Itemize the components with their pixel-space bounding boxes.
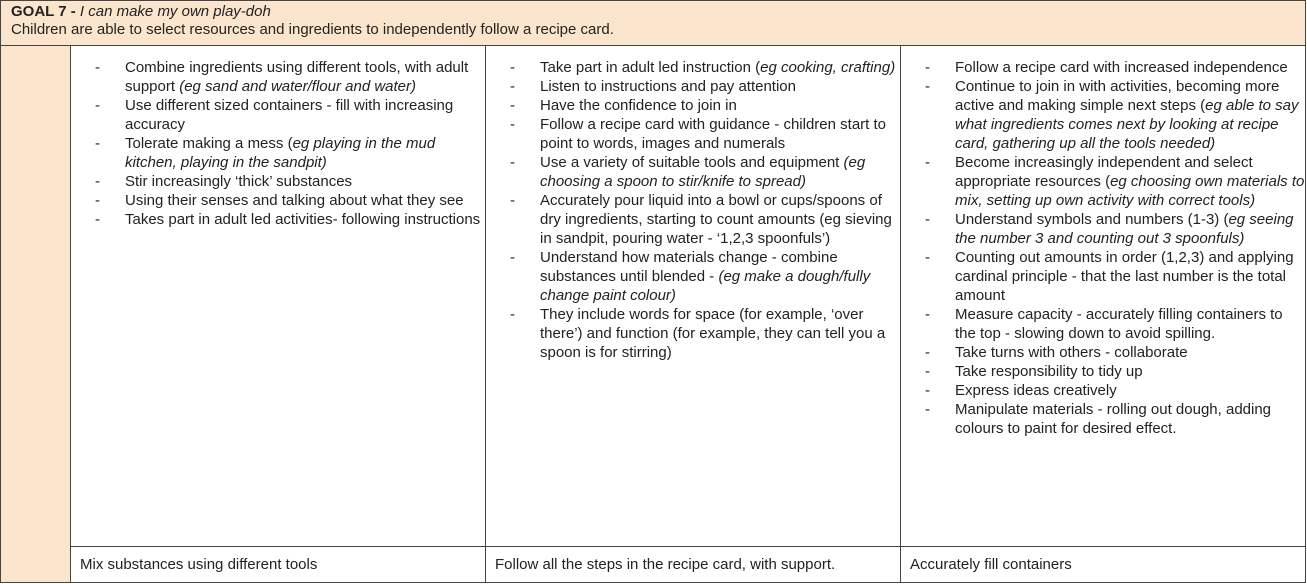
list-item: [71, 96, 485, 134]
list-item: [901, 248, 1305, 305]
outcome-cell-2: Follow all the steps in the recipe card, with support.: [486, 547, 901, 582]
list-item: [486, 191, 900, 248]
goal-heading: [11, 3, 1295, 21]
goal-description: Children are able to select resources and ingredients to independently follow a recipe card.: [11, 21, 614, 38]
item-text: Follow a recipe card with increased independence: [955, 59, 1288, 76]
list-item: [71, 58, 485, 96]
list-item: [71, 191, 485, 210]
list-item: [901, 381, 1305, 400]
list-item: [486, 77, 900, 96]
item-text: Follow a recipe card with guidance - children start to point to words, images and numerals: [540, 116, 886, 152]
stage-3-list: [901, 58, 1305, 438]
list-item: [486, 305, 900, 362]
item-text: Take part in adult led instruction (: [540, 59, 761, 76]
outcome-row: [71, 546, 1305, 582]
outcome-cell-3: Accurately fill containers: [910, 556, 1072, 573]
stage-column-1: [71, 46, 486, 546]
list-item: [901, 210, 1305, 248]
list-item: [901, 77, 1305, 153]
item-text: Use a variety of suitable tools and equipment: [540, 154, 844, 171]
side-column: [1, 46, 71, 582]
item-text: Understand symbols and numbers (1-3) (: [955, 211, 1229, 228]
list-item: [71, 134, 485, 172]
goal-header: [1, 1, 1305, 46]
item-example: eg playing in the mud kitchen, playing in the sandpit): [125, 135, 436, 171]
list-item: [486, 58, 900, 77]
item-text: Takes part in adult led activities- following instructions: [125, 211, 481, 228]
list-item: [901, 400, 1305, 438]
item-example: (eg choosing a spoon to stir/knife to spread): [540, 154, 866, 190]
list-item: [486, 153, 900, 191]
item-example: eg seeing the number 3 and counting out 3 spoonfuls): [955, 211, 1294, 247]
item-text: Counting out amounts in order (1,2,3) and applying cardinal principle - that the last number is the total amount: [955, 249, 1294, 304]
item-text: Continue to join in with activities, becoming more active and making simple next steps (: [955, 78, 1280, 114]
stage-column-3: [901, 46, 1305, 546]
list-item: [486, 115, 900, 153]
item-example: (eg make a dough/fully change paint colour): [540, 268, 871, 304]
list-item: [901, 153, 1305, 210]
item-text: Understand how materials change - combine substances until blended -: [540, 249, 838, 285]
item-example: (eg sand and water/flour and water): [179, 78, 417, 95]
outcome-cell-1: Mix substances using different tools: [71, 547, 486, 582]
item-text: Tolerate making a mess (: [125, 135, 293, 152]
goal-title: I can make my own play-doh: [79, 3, 271, 20]
list-item: [901, 58, 1305, 77]
item-text: Take turns with others - collaborate: [955, 344, 1188, 361]
goal-label: GOAL 7 -: [11, 3, 76, 20]
list-item: [486, 96, 900, 115]
item-text: Stir increasingly ‘thick’ substances: [125, 173, 353, 190]
item-text: Express ideas creatively: [955, 382, 1117, 399]
list-item: [71, 210, 485, 229]
item-example: eg choosing own materials to mix, setting up own activity with correct tools): [955, 173, 1305, 209]
item-text: Manipulate materials - rolling out dough, adding colours to paint for desired effect.: [955, 401, 1272, 437]
item-text: Measure capacity - accurately filling containers to the top - slowing down to avoid spilling.: [955, 306, 1283, 342]
item-text: Accurately pour liquid into a bowl or cups/spoons of dry ingredients, starting to count amounts (eg sieving in sandpit, pouring water - ‘1,2,3 spoonfuls’): [540, 192, 892, 247]
stage-2-list: [486, 58, 900, 362]
list-item: [901, 362, 1305, 381]
item-example: eg able to say what ingredients comes next by looking at recipe card, gathering up all the tools needed): [955, 97, 1299, 152]
item-text: Using their senses and talking about what they see: [125, 192, 464, 209]
item-text: Combine ingredients using different tools, with adult support: [125, 59, 469, 95]
item-text: Use different sized containers - fill with increasing accuracy: [125, 97, 454, 133]
stage-1-list: [71, 58, 485, 229]
list-item: [71, 172, 485, 191]
item-text: They include words for space (for example, ‘over there’) and function (for example, they can tell you a spoon is for stirring): [540, 306, 886, 361]
item-text: Listen to instructions and pay attention: [540, 78, 796, 95]
list-item: [901, 343, 1305, 362]
list-item: [901, 305, 1305, 343]
list-item: [486, 248, 900, 305]
item-example: eg cooking, crafting): [760, 59, 896, 76]
item-text: Take responsibility to tidy up: [955, 363, 1143, 380]
item-text: Have the confidence to join in: [540, 97, 737, 114]
item-text: Become increasingly independent and select appropriate resources (: [955, 154, 1253, 190]
stage-column-2: [486, 46, 901, 546]
